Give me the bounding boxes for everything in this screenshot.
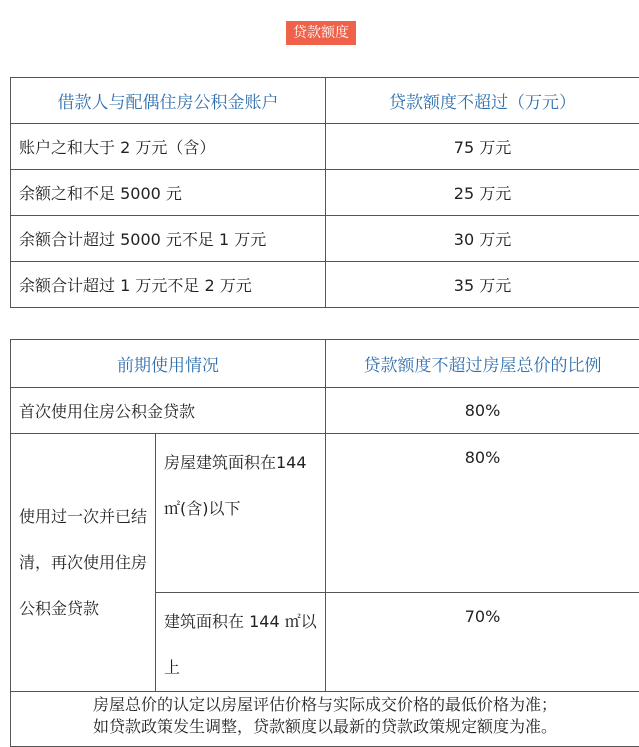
- condition-cell: 余额合计超过 1 万元不足 2 万元: [11, 262, 326, 308]
- condition-cell: 建筑面积在 144 ㎡以上: [156, 593, 326, 692]
- condition-cell: 房屋建筑面积在144 ㎡(含)以下: [156, 434, 326, 593]
- table-header: 借款人与配偶住房公积金账户: [11, 78, 326, 124]
- table-row: [11, 216, 639, 262]
- amount-cell: 75 万元: [326, 124, 639, 170]
- repeat-use-label: 使用过一次并已结清，再次使用住房公积金贷款: [11, 434, 156, 692]
- table-row: [11, 262, 639, 308]
- amount-cell: 35 万元: [326, 262, 639, 308]
- page-title: 贷款额度: [286, 21, 356, 45]
- loan-ratio-table: [10, 339, 639, 747]
- ratio-cell: 70%: [326, 593, 639, 692]
- condition-cell: 账户之和大于 2 万元（含）: [11, 124, 326, 170]
- table-header: 贷款额度不超过房屋总价的比例: [326, 340, 639, 388]
- table-row: [11, 434, 639, 593]
- table-header-row: [11, 78, 639, 124]
- table-row: [11, 170, 639, 216]
- ratio-cell: 80%: [326, 388, 639, 434]
- table-header: 前期使用情况: [11, 340, 326, 388]
- table-row: [11, 124, 639, 170]
- condition-cell: 首次使用住房公积金贷款: [11, 388, 326, 434]
- table-row: [11, 692, 639, 747]
- notes-cell: [11, 692, 639, 747]
- note-line: 房屋总价的认定以房屋评估价格与实际成交价格的最低价格为准；: [11, 694, 639, 716]
- ratio-cell: 80%: [326, 434, 639, 593]
- condition-cell: 余额合计超过 5000 元不足 1 万元: [11, 216, 326, 262]
- table-header: 贷款额度不超过（万元）: [326, 78, 639, 124]
- amount-cell: 30 万元: [326, 216, 639, 262]
- loan-amount-table: [10, 77, 639, 308]
- amount-cell: 25 万元: [326, 170, 639, 216]
- condition-cell: 余额之和不足 5000 元: [11, 170, 326, 216]
- table-header-row: [11, 340, 639, 388]
- note-line: 如贷款政策发生调整，贷款额度以最新的贷款政策规定额度为准。: [11, 716, 639, 738]
- table-row: [11, 388, 639, 434]
